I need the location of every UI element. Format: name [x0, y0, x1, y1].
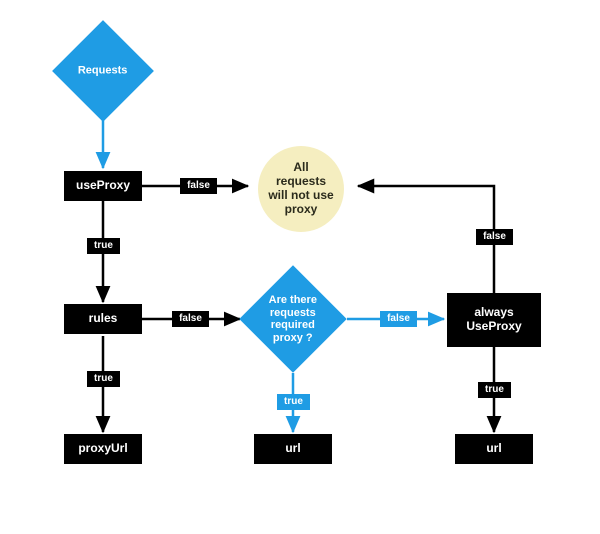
node-url-right[interactable]: [455, 434, 533, 464]
edge-label-text: false: [483, 231, 506, 242]
node-requests[interactable]: [52, 20, 154, 122]
node-proxyurl[interactable]: [64, 434, 142, 464]
node-url-middle[interactable]: [254, 434, 332, 464]
edge-label-text: true: [284, 396, 303, 407]
edge-label-useproxy-true: [87, 238, 120, 254]
node-useproxy-label: useProxy: [75, 178, 131, 193]
edge-label-text: true: [94, 240, 113, 251]
edge-label-question-false: [380, 311, 417, 327]
node-always-useproxy[interactable]: [447, 293, 541, 347]
node-no-proxy-label: All requests will not use proxy: [268, 160, 334, 216]
node-requests-label: Requests: [78, 64, 128, 77]
node-rules[interactable]: [64, 304, 142, 334]
node-url-right-label: url: [486, 441, 502, 456]
edge-label-text: true: [94, 373, 113, 384]
node-question[interactable]: [239, 265, 346, 372]
edge-label-text: false: [187, 180, 210, 191]
node-no-proxy[interactable]: [258, 146, 344, 232]
edge-label-useproxy-false: [180, 178, 217, 194]
node-rules-label: rules: [88, 311, 118, 326]
node-useproxy[interactable]: [64, 171, 142, 201]
edge-label-text: false: [387, 313, 410, 324]
node-question-label: Are there requests required proxy ?: [268, 293, 318, 344]
edge-label-rules-true: [87, 371, 120, 387]
edge-label-text: false: [179, 313, 202, 324]
node-url-middle-label: url: [285, 441, 301, 456]
edge-label-text: true: [485, 384, 504, 395]
edge-label-always-false: [476, 229, 513, 245]
edge-label-rules-false: [172, 311, 209, 327]
node-always-useproxy-label: always UseProxy: [466, 305, 522, 333]
edge-label-always-true: [478, 382, 511, 398]
edge-label-question-true: [277, 394, 310, 410]
node-proxyurl-label: proxyUrl: [78, 441, 128, 456]
